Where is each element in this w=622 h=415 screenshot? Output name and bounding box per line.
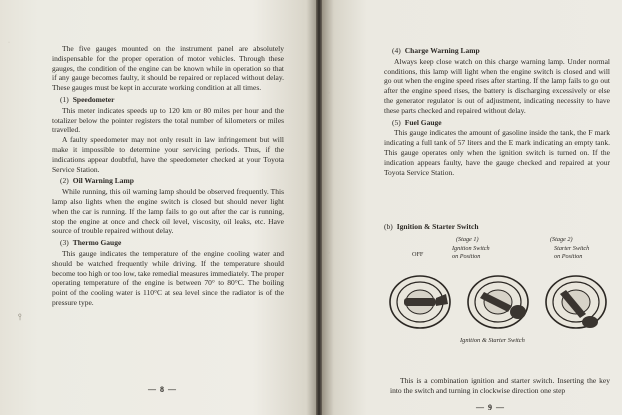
section-heading-charge-warning-lamp: (4) Charge Warning Lamp	[392, 46, 480, 55]
switch-paragraph: This is a combination ignition and starter switch. Inserting the key into the switch and turning in clockwise direction one step	[390, 376, 610, 395]
punch-mark: ›	[328, 90, 330, 96]
speedometer-paragraph-2: A faulty speedometer may not only result in law infringement but will make it impossible to determine your servicing periods. Thus, if the indications appear doubtful, have the speedometer checked at your Toyota Service Station.	[52, 135, 284, 174]
switch-starter-illustration	[546, 276, 606, 328]
section-heading-speedometer: (1) Speedometer	[60, 94, 115, 104]
ignition-position-label: Ignition Switch on Position	[452, 245, 490, 260]
figure-caption: Ignition & Starter Switch	[460, 337, 525, 344]
right-page	[322, 0, 622, 415]
switch-off-illustration	[390, 276, 450, 328]
fuel-gauge-paragraph: This gauge indicates the amount of gasoline inside the tank, the F mark indicating a full tank of 57 liters and the E mark indicating an empty tank. This gauge operates only when the ignition switch is turned on. If the indication appears faulty, have the gauge checked and repaired at your Toyota Service Station.	[384, 128, 610, 177]
switch-body	[390, 376, 610, 396]
right-page-number: — 9 —	[476, 403, 505, 412]
off-label: OFF	[412, 251, 424, 258]
left-body	[52, 44, 284, 308]
charge-lamp-paragraph: Always keep close watch on this charge warning lamp. Under normal conditions, this lamp will light when the engine switch is closed and will go out when the engine speed rises after starting. If the lamp fails to go out after the engine speed rises, the battery is discharging excessively or else the generator regulator is out of adjustment, indicating necessity to have these parts checked and repaired without delay.	[384, 56, 610, 115]
section-heading-thermo-gauge: (3) Thermo Gauge	[60, 238, 122, 248]
switch-ignition-illustration	[468, 276, 528, 328]
switch-heading: (b) Ignition & Starter Switch	[384, 222, 479, 231]
stage-2-label: (Stage 2)	[550, 236, 573, 243]
thermo-gauge-paragraph: This gauge indicates the temperature of the engine cooling water and should be watched frequently while driving. If the temperature should become too high or too low, take remedial measures immediately. The proper operating temperature of the engine is between 70° to 80°C. The boiling point of the cooling water is 110°C at sea level since the radiator is of the pressure type.	[52, 248, 284, 307]
binding-mark: ⫯	[18, 312, 22, 322]
intro-paragraph: The five gauges mounted on the instrument panel are absolutely indispensable for the proper operation of motor vehicles. Through these gauges, the condition of the engine can be known while in operation so that if any gauge becomes faulty, it should be repaired or replaced without delay. These gauges must be kept in accurate working condition at all times.	[52, 44, 284, 93]
left-page-number: — 8 —	[148, 385, 177, 394]
section-heading-fuel-gauge: (5) Fuel Gauge	[392, 117, 442, 127]
right-body	[384, 44, 610, 177]
starter-position-label: Starter Switch on Position	[554, 245, 590, 260]
punch-mark: ·	[8, 40, 10, 46]
speedometer-paragraph-1: This meter indicates speeds up to 120 km or 80 miles per hour and the totalizer below the pointer registers the total number of kilometers or miles travelled.	[52, 105, 284, 135]
switch-figure	[386, 270, 614, 332]
stage-1-label: (Stage 1)	[456, 236, 479, 243]
oil-lamp-paragraph: While running, this oil warning lamp should be observed frequently. This lamp also lights when the engine switch is closed but should never light when the car is running. If the lamp fails to go out after the car is running, stop the engine at once and check oil level, viscosity, oil leaks, etc. Have source of trouble repaired without delay.	[52, 187, 284, 236]
section-heading-oil-warning-lamp: (2) Oil Warning Lamp	[60, 176, 134, 186]
punch-mark: ›	[328, 250, 330, 256]
